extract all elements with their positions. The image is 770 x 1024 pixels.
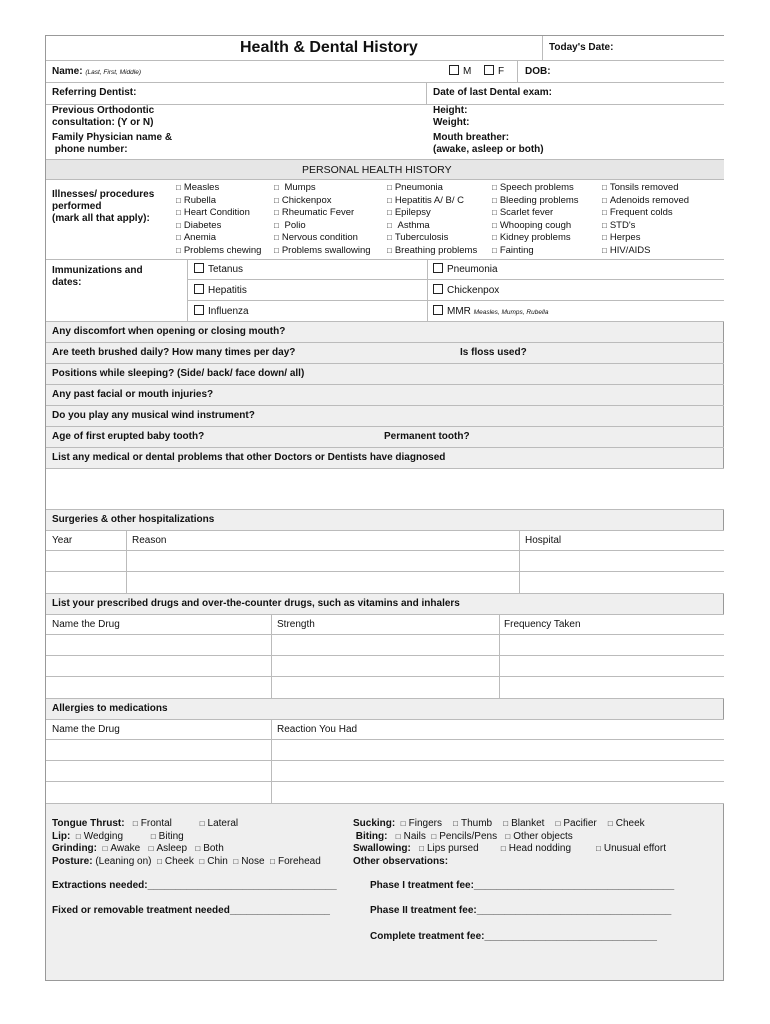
allergies-col-name: Name the Drug [52, 724, 120, 735]
illness-option[interactable]: □ Diabetes [176, 219, 222, 231]
tongue-frontal-option[interactable]: Frontal [140, 818, 172, 829]
illness-option[interactable]: □ Whooping cough [492, 219, 572, 231]
hepatitis-checkbox[interactable] [194, 284, 204, 294]
sucking-fingers-option[interactable]: Fingers [408, 818, 442, 829]
posture-forehead-option[interactable]: Forehead [277, 856, 321, 868]
illness-option[interactable]: □ Herpes [602, 232, 641, 244]
question-injuries: Any past facial or mouth injuries? [52, 389, 214, 400]
illness-option[interactable]: □ Tuberculosis [387, 232, 449, 244]
immunization-mmr[interactable]: MMR Measles, Mumps, Rubella [433, 305, 548, 317]
health-dental-form [45, 35, 724, 981]
immunization-hepatitis[interactable]: Hepatitis [194, 284, 247, 296]
immunization-tetanus[interactable]: Tetanus [194, 263, 243, 275]
immunization-block [46, 260, 724, 321]
surgeries-col-year: Year [52, 535, 73, 546]
biting-nails-option[interactable]: Nails [403, 830, 426, 842]
referring-row [46, 83, 724, 104]
sucking-cheek-option[interactable]: Cheek [615, 818, 645, 829]
lip-biting-option[interactable]: Biting [158, 830, 184, 842]
illnesses-label: Illnesses/ procedures performed (mark all that apply): [52, 189, 155, 224]
illness-option[interactable]: □ Breathing problems [387, 244, 478, 256]
drugs-table [46, 615, 724, 699]
grinding-awake-option[interactable]: Awake [110, 843, 141, 855]
illness-option[interactable]: □ Asthma [387, 219, 430, 231]
question-diagnosed: List any medical or dental problems that other Doctors or Dentists have diagnosed [52, 452, 446, 463]
posture-nose-option[interactable]: Nose [241, 856, 265, 868]
family-physician-label: Family Physician name & phone number: [52, 132, 173, 155]
allergies-col-reaction: Reaction You Had [277, 724, 358, 735]
sex-f-option[interactable]: F [484, 65, 504, 77]
illness-column-1 [176, 182, 261, 258]
drugs-heading: List your prescribed drugs and over-the-counter drugs, such as vitamins and inhalers [52, 598, 460, 609]
grinding-asleep-option[interactable]: Asleep [156, 843, 188, 855]
illness-option[interactable]: □ Measles [176, 182, 220, 193]
other-observations-label: Other observations: [353, 856, 449, 868]
referring-dentist-label: Referring Dentist: [52, 87, 137, 98]
illness-option[interactable]: □ Rheumatic Fever [274, 207, 355, 219]
immunization-pneumonia[interactable]: Pneumonia [433, 263, 498, 275]
biting-objects-option[interactable]: Other objects [513, 830, 573, 842]
surgeries-heading: Surgeries & other hospitalizations [52, 514, 215, 525]
allergies-heading: Allergies to medications [52, 703, 168, 714]
illness-option[interactable]: □ Chickenpox [274, 194, 332, 206]
dob-label: DOB: [525, 66, 551, 77]
sucking-label: Sucking: [353, 818, 396, 829]
drugs-col-name: Name the Drug [52, 619, 120, 630]
illness-option[interactable]: □ Epilepsy [387, 207, 431, 219]
grinding-both-option[interactable]: Both [203, 843, 224, 855]
question-wind-instrument: Do you play any musical wind instrument? [52, 410, 255, 421]
illness-option[interactable]: □ Polio [274, 219, 306, 231]
illness-option[interactable]: □ Frequent colds [602, 207, 673, 219]
posture-cheek-option[interactable]: Cheek [164, 856, 194, 868]
surgeries-col-reason: Reason [132, 535, 167, 546]
illness-option[interactable]: □ Kidney problems [492, 232, 571, 244]
lip-wedging-option[interactable]: Wedging [83, 830, 124, 842]
illness-option[interactable]: □ Bleeding problems [492, 194, 579, 206]
surgeries-col-hospital: Hospital [525, 535, 562, 546]
tongue-thrust-label: Tongue Thrust: [52, 818, 125, 829]
illness-option[interactable]: □ Speech problems [492, 182, 574, 193]
phase-1-fee[interactable]: Phase I treatment fee:____________________________________ [370, 880, 675, 891]
name-label-wrap [52, 66, 141, 77]
swallowing-head-option[interactable]: Head nodding [508, 843, 572, 855]
question-sleeping: Positions while sleeping? (Side/ back/ face down/ all) [52, 368, 305, 379]
grinding-label: Grinding: [52, 843, 97, 855]
sex-f-checkbox[interactable] [484, 65, 494, 75]
tongue-lateral-option[interactable]: Lateral [207, 818, 239, 829]
sex-m-checkbox[interactable] [449, 65, 459, 75]
illness-option[interactable]: □ Fainting [492, 244, 534, 256]
illness-option[interactable]: □ Scarlet fever [492, 207, 554, 219]
illness-option[interactable]: □ Mumps [274, 182, 316, 193]
mouth-breather-label: Mouth breather: (awake, asleep or both) [433, 132, 544, 155]
illness-column-3 [387, 182, 477, 258]
sex-m-option[interactable]: M [449, 65, 471, 77]
question-discomfort: Any discomfort when opening or closing mouth? [52, 326, 286, 337]
habits-left: Tongue Thrust: □ Frontal □ Lateral Lip: □ Wedging □ Biting Grinding: □ Awake □ Asleep □ Both Posture: (Leaning on) □ Cheek □ Chin □ Nose □ Forehead [52, 818, 321, 868]
illness-column-4 [492, 182, 579, 258]
name-row [46, 61, 724, 82]
drugs-col-frequency: Frequency Taken [504, 619, 581, 630]
biting-pencils-option[interactable]: Pencils/Pens [439, 830, 498, 842]
sucking-blanket-option[interactable]: Blanket [511, 818, 545, 829]
illness-option[interactable]: □ Nervous condition [274, 232, 358, 244]
name-hint: (Last, First, Middle) [85, 69, 141, 76]
form-title: Health & Dental History [240, 39, 418, 56]
fixed-removable-treatment[interactable]: Fixed or removable treatment needed__________________ [52, 905, 330, 916]
complete-treatment-fee[interactable]: Complete treatment fee:_______________________________ [370, 931, 657, 942]
immunizations-label: Immunizations and dates: [52, 265, 143, 288]
illness-option[interactable]: □ Adenoids removed [602, 194, 690, 206]
extractions-needed[interactable]: Extractions needed:__________________________________ [52, 880, 337, 891]
illness-option[interactable]: □ Hepatitis A/ B/ C [387, 194, 465, 206]
illness-column-5 [602, 182, 689, 258]
illness-option[interactable]: □ Pneumonia [387, 182, 443, 193]
question-permanent-tooth: Permanent tooth? [384, 431, 470, 442]
pneumonia-checkbox[interactable] [433, 263, 443, 273]
prev-ortho-label: Previous Orthodontic consultation: (Y or N) [52, 105, 155, 128]
illness-column-2 [274, 182, 371, 258]
lip-label: Lip: [52, 830, 71, 842]
drugs-col-strength: Strength [277, 619, 315, 630]
phase-2-fee[interactable]: Phase II treatment fee:___________________________________ [370, 905, 672, 916]
question-floss: Is floss used? [460, 347, 527, 358]
swallowing-effort-option[interactable]: Unusual effort [603, 843, 666, 855]
illness-option[interactable]: □ Heart Condition [176, 207, 250, 219]
illness-option[interactable]: □ Tonsils removed [602, 182, 679, 193]
illness-option[interactable]: □ HIV/AIDS [602, 244, 651, 256]
height-weight-label: Height: Weight: [433, 105, 470, 128]
last-dental-exam-label: Date of last Dental exam: [433, 87, 552, 98]
illness-option[interactable]: □ STD's [602, 219, 636, 231]
immunization-influenza[interactable]: Influenza [194, 305, 249, 317]
habits-right: Sucking: □ Fingers □ Thumb □ Blanket □ Pacifier □ Cheek Biting: □ Nails □ Pencils/Pens □ Other objects Swallowing: □ Lips pursed □ Head nodding □ Unusual effort Other observations: [353, 818, 666, 868]
influenza-checkbox[interactable] [194, 305, 204, 315]
illness-option[interactable]: □ Problems swallowing [274, 244, 371, 256]
immunization-chickenpox[interactable]: Chickenpox [433, 284, 499, 296]
question-baby-tooth: Age of first erupted baby tooth? [52, 431, 205, 442]
chickenpox-checkbox[interactable] [433, 284, 443, 294]
swallowing-label: Swallowing: [353, 843, 411, 855]
todays-date-label: Today's Date: [549, 42, 614, 53]
illness-option[interactable]: □ Anemia [176, 232, 217, 244]
swallowing-lips-option[interactable]: Lips pursed [426, 843, 479, 855]
personal-health-history-heading: PERSONAL HEALTH HISTORY [302, 164, 452, 176]
illness-option[interactable]: □ Rubella [176, 194, 217, 206]
biting-label: Biting: [355, 830, 388, 842]
posture-label: Posture: [52, 856, 93, 868]
question-brushed: Are teeth brushed daily? How many times per day? [52, 347, 296, 358]
diagnosed-answer-area[interactable] [46, 469, 724, 509]
tetanus-checkbox[interactable] [194, 263, 204, 273]
mmr-checkbox[interactable] [433, 305, 443, 315]
sucking-pacifier-option[interactable]: Pacifier [563, 818, 597, 829]
illness-option[interactable]: □ Problems chewing [176, 244, 262, 256]
sucking-thumb-option[interactable]: Thumb [460, 818, 493, 829]
allergies-table [46, 720, 724, 804]
name-label: Name: [52, 66, 83, 77]
posture-chin-option[interactable]: Chin [207, 856, 228, 868]
